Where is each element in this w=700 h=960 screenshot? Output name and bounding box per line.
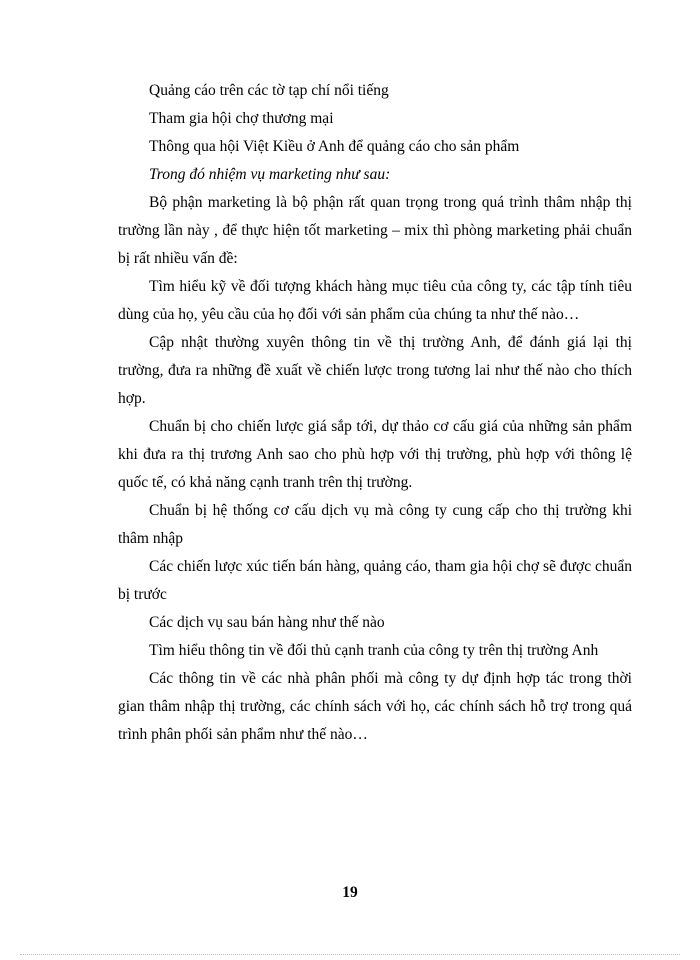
page-number: 19 [342, 884, 358, 901]
paragraph-7: Cập nhật thường xuyên thông tin về thị trường Anh, để đánh giá lại thị trường, đưa ra những đề xuất về chiến lược trong tương lai như thế nào cho thích hợp. [118, 334, 632, 407]
paragraph-3: Thông qua hội Việt Kiều ở Anh để quảng cáo cho sản phẩm [149, 138, 520, 155]
paragraph-5: Bộ phận marketing là bộ phận rất quan trọng trong quá trình thâm nhập thị trường lần này , để thực hiện tốt marketing – mix thì phòng marketing phải chuẩn bị rất nhiều vấn đề: [118, 194, 632, 267]
paragraph-1: Quảng cáo trên các tờ tạp chí nổi tiếng [149, 82, 389, 99]
page-bottom-divider [20, 954, 680, 955]
paragraph-10: Các chiến lược xúc tiến bán hàng, quảng cáo, tham gia hội chợ sẽ được chuẩn bị trước [118, 558, 632, 603]
paragraph-11: Các dịch vụ sau bán hàng như thế nào [149, 614, 385, 631]
section-intro-italic: Trong đó nhiệm vụ marketing như sau: [149, 166, 391, 183]
paragraph-8: Chuẩn bị cho chiến lược giá sắp tới, dự thảo cơ cấu giá của những sản phẩm khi đưa ra thị trương Anh sao cho phù hợp với thị trường, phù hợp với thông lệ quốc tế, có khả năng cạnh tranh trên thị trường. [118, 418, 632, 491]
paragraph-12: Tìm hiểu thông tin về đối thủ cạnh tranh của công ty trên thị trường Anh [149, 642, 599, 659]
paragraph-2: Tham gia hội chợ thương mại [149, 110, 334, 127]
paragraph-13: Các thông tin về các nhà phân phối mà công ty dự định hợp tác trong thời gian thâm nhập thị trường, các chính sách với họ, các chính sách hỗ trợ trong quá trình phân phối sản phẩm như thế nào… [118, 670, 632, 743]
paragraph-9: Chuẩn bị hệ thống cơ cấu dịch vụ mà công ty cung cấp cho thị trường khi thâm nhập [118, 502, 632, 547]
body-text [118, 77, 632, 749]
paragraph-6: Tìm hiểu kỹ về đối tượng khách hàng mục tiêu của công ty, các tập tính tiêu dùng của họ, yêu cầu của họ đối với sản phẩm của chúng ta như thế nào… [118, 278, 632, 323]
